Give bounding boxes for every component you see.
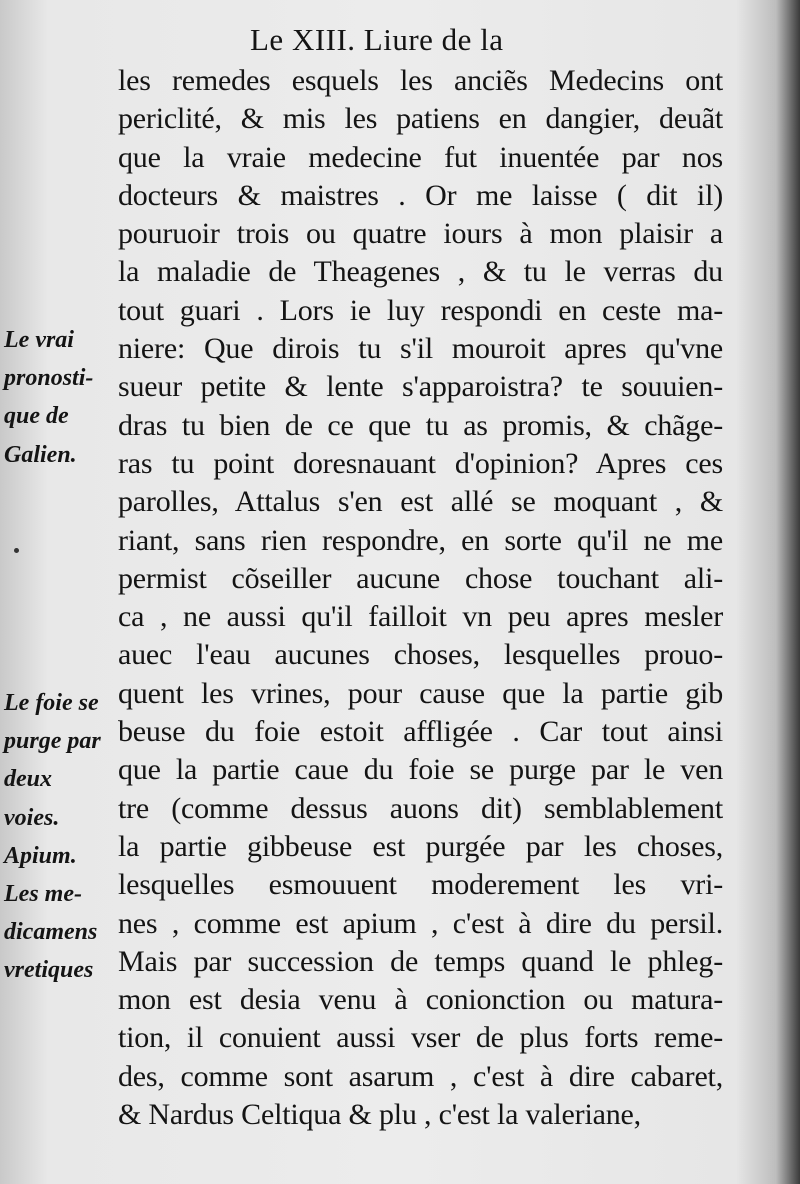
text-line: ca , ne aussi qu'il failloit vn peu apres mesler	[118, 600, 723, 634]
text-line: quent les vrines, pour cause que la partie gib	[118, 676, 723, 710]
text-line: Mais par succession de temps quand le phleg-	[118, 944, 723, 978]
text-line: riant, sans rien respondre, en sorte qu'il ne me	[118, 523, 723, 557]
text-line: permist cõseiller aucune chose touchant ali-	[118, 561, 723, 595]
text-line: nes , comme est apium , c'est à dire du persil.	[118, 906, 723, 940]
text-line: docteurs & maistres . Or me laisse ( dit il)	[118, 178, 723, 212]
margin-note: que de	[4, 403, 69, 429]
text-line: niere: Que dirois tu s'il mouroit apres qu'vne	[118, 332, 723, 366]
margin-note: deux	[4, 766, 52, 792]
margin-note: vretiques	[4, 957, 94, 983]
text-line: sueur petite & lente s'apparoistra? te souuien-	[118, 370, 723, 404]
text-line: auec l'eau aucunes choses, lesquelles prouo-	[118, 638, 723, 672]
margin-note: purge par	[4, 728, 101, 754]
margin-note: voies.	[4, 805, 60, 831]
text-line: les remedes esquels les anciẽs Medecins ont	[118, 64, 723, 97]
text-line: & Nardus Celtiqua & plu , c'est la valeriane,	[118, 1098, 641, 1132]
body-text	[118, 62, 723, 1134]
text-line: que la vraie medecine fut inuentée par nos	[118, 140, 723, 174]
text-line: ras tu point doresnauant d'opinion? Apres ces	[118, 446, 723, 480]
text-line: tout guari . Lors ie luy respondi en ceste ma-	[118, 293, 723, 327]
running-title: Le XIII. Liure de la	[250, 22, 504, 57]
margin-note: Apium.	[4, 843, 77, 869]
text-line: pouruoir trois ou quatre iours à mon plaisir a	[118, 217, 723, 251]
text-line: dras tu bien de ce que tu as promis, & chãge-	[118, 408, 723, 442]
margin-note: pronosti-	[4, 365, 94, 391]
text-line: periclité, & mis les patiens en dangier, deuãt	[118, 102, 723, 136]
text-line: tion, il conuient aussi vser de plus forts reme-	[118, 1021, 723, 1055]
margin-note: Le foie se	[4, 690, 99, 716]
margin-note: Les me-	[4, 881, 82, 907]
text-line: parolles, Attalus s'en est allé se moquant , &	[118, 485, 723, 519]
text-line: que la partie caue du foie se purge par le ven	[118, 753, 723, 787]
text-line: la maladie de Theagenes , & tu le verras du	[118, 255, 723, 289]
text-line: des, comme sont asarum , c'est à dire cabaret,	[118, 1059, 723, 1093]
ink-speck	[14, 548, 19, 553]
text-line: tre (comme dessus auons dit) semblablement	[118, 791, 723, 825]
text-line: mon est desia venu à conionction ou matura-	[118, 983, 723, 1017]
margin-note: Le vrai	[4, 327, 74, 353]
text-line: lesquelles esmouuent moderement les vri-	[118, 868, 723, 902]
text-line: beuse du foie estoit affligée . Car tout ainsi	[118, 715, 723, 749]
margin-notes	[0, 0, 130, 1184]
margin-note: Galien.	[4, 442, 77, 468]
margin-note: dicamens	[4, 919, 98, 945]
text-line: la partie gibbeuse est purgée par les choses,	[118, 829, 723, 863]
